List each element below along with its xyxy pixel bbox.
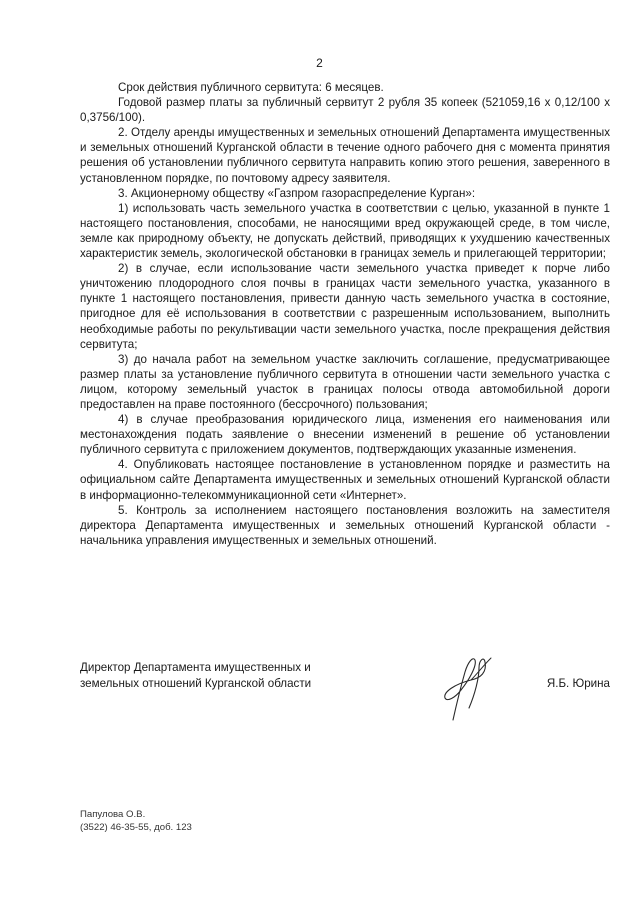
signatory-title-line1: Директор Департамента имущественных и [80, 661, 311, 674]
paragraph-item-2: 2. Отделу аренды имущественных и земельных отношений Департамента имущественных и земельных отношений Курганской области в течение одного рабочего дня с момента принятия решения об установлении публичного сервитута направить копию этого решения, заверенного в установленном порядке, по почтовому адресу заявителя. [80, 126, 610, 185]
paragraph-fee: Годовой размер платы за публичный сервитут 2 рубля 35 копеек (521059,16 х 0,12/100 х 0,3756/100). [80, 96, 610, 125]
signatory-title [80, 660, 311, 692]
paragraph-term: Срок действия публичного сервитута: 6 месяцев. [118, 81, 384, 94]
signature-block [80, 658, 610, 728]
document-body [80, 80, 610, 548]
paragraph-subitem-4: 4) в случае преобразования юридического лица, изменения его наименования или местонахождения подать заявление о внесении изменений в решение об установлении публичного сервитута с приложением документов, подтверждающих указанные изменения. [80, 413, 610, 457]
paragraph-item-5: 5. Контроль за исполнением настоящего постановления возложить на заместителя директора Департамента имущественных и земельных отношений Курганской области - начальника управления имущественных и земельных отношений. [80, 503, 610, 547]
handwritten-signature [435, 650, 505, 724]
signatory-title-line2: земельных отношений Курганской области [80, 677, 312, 690]
paragraph-subitem-1: 1) использовать часть земельного участка в соответствии с целью, указанной в пункте 1 настоящего постановления, способами, не наносящими вред окружающей среде, в том числе, земле как природному объекту, не допускать действий, приводящих к ухудшению качественных характеристик земель, экологической обстановки в границах земель и прилегающей территории; [80, 201, 610, 261]
paragraph-subitem-2: 2) в случае, если использование части земельного участка приведет к порче либо уничтожению плодородного слоя почвы в границах части земельного участка, указанного в пункте 1 настоящего постановления, привести данную часть земельного участка в состояние, пригодное для её использования в соответствии с разрешенным использованием, выполнить необходимые работы по рекультивации части земельного участка, после прекращения действия сервитута; [80, 262, 610, 351]
paragraph-subitem-3: 3) до начала работ на земельном участке заключить соглашение, предусматривающее размер платы за установление публичного сервитута в отношении части земельного участка с лицом, которому земельный участок в границах полосы отвода автомобильной дороги предоставлен на праве постоянного (бессрочного) пользования; [80, 352, 610, 411]
contact-info [80, 808, 192, 834]
paragraph-item-3: 3. Акционерному обществу «Газпром газораспределение Курган»: [118, 186, 476, 200]
page-number: 2 [316, 56, 323, 70]
signatory-name: Я.Б. Юрина [546, 677, 610, 690]
contact-person: Папулова О.В. [80, 809, 146, 820]
paragraph-item-4: 4. Опубликовать настоящее постановление в установленном порядке и разместить на официальном сайте Департамента имущественных и земельных отношений Курганской области в информационно-телекоммуникационной сети «Интернет». [80, 458, 610, 502]
contact-phone: (3522) 46-35-55, доб. 123 [80, 822, 192, 833]
